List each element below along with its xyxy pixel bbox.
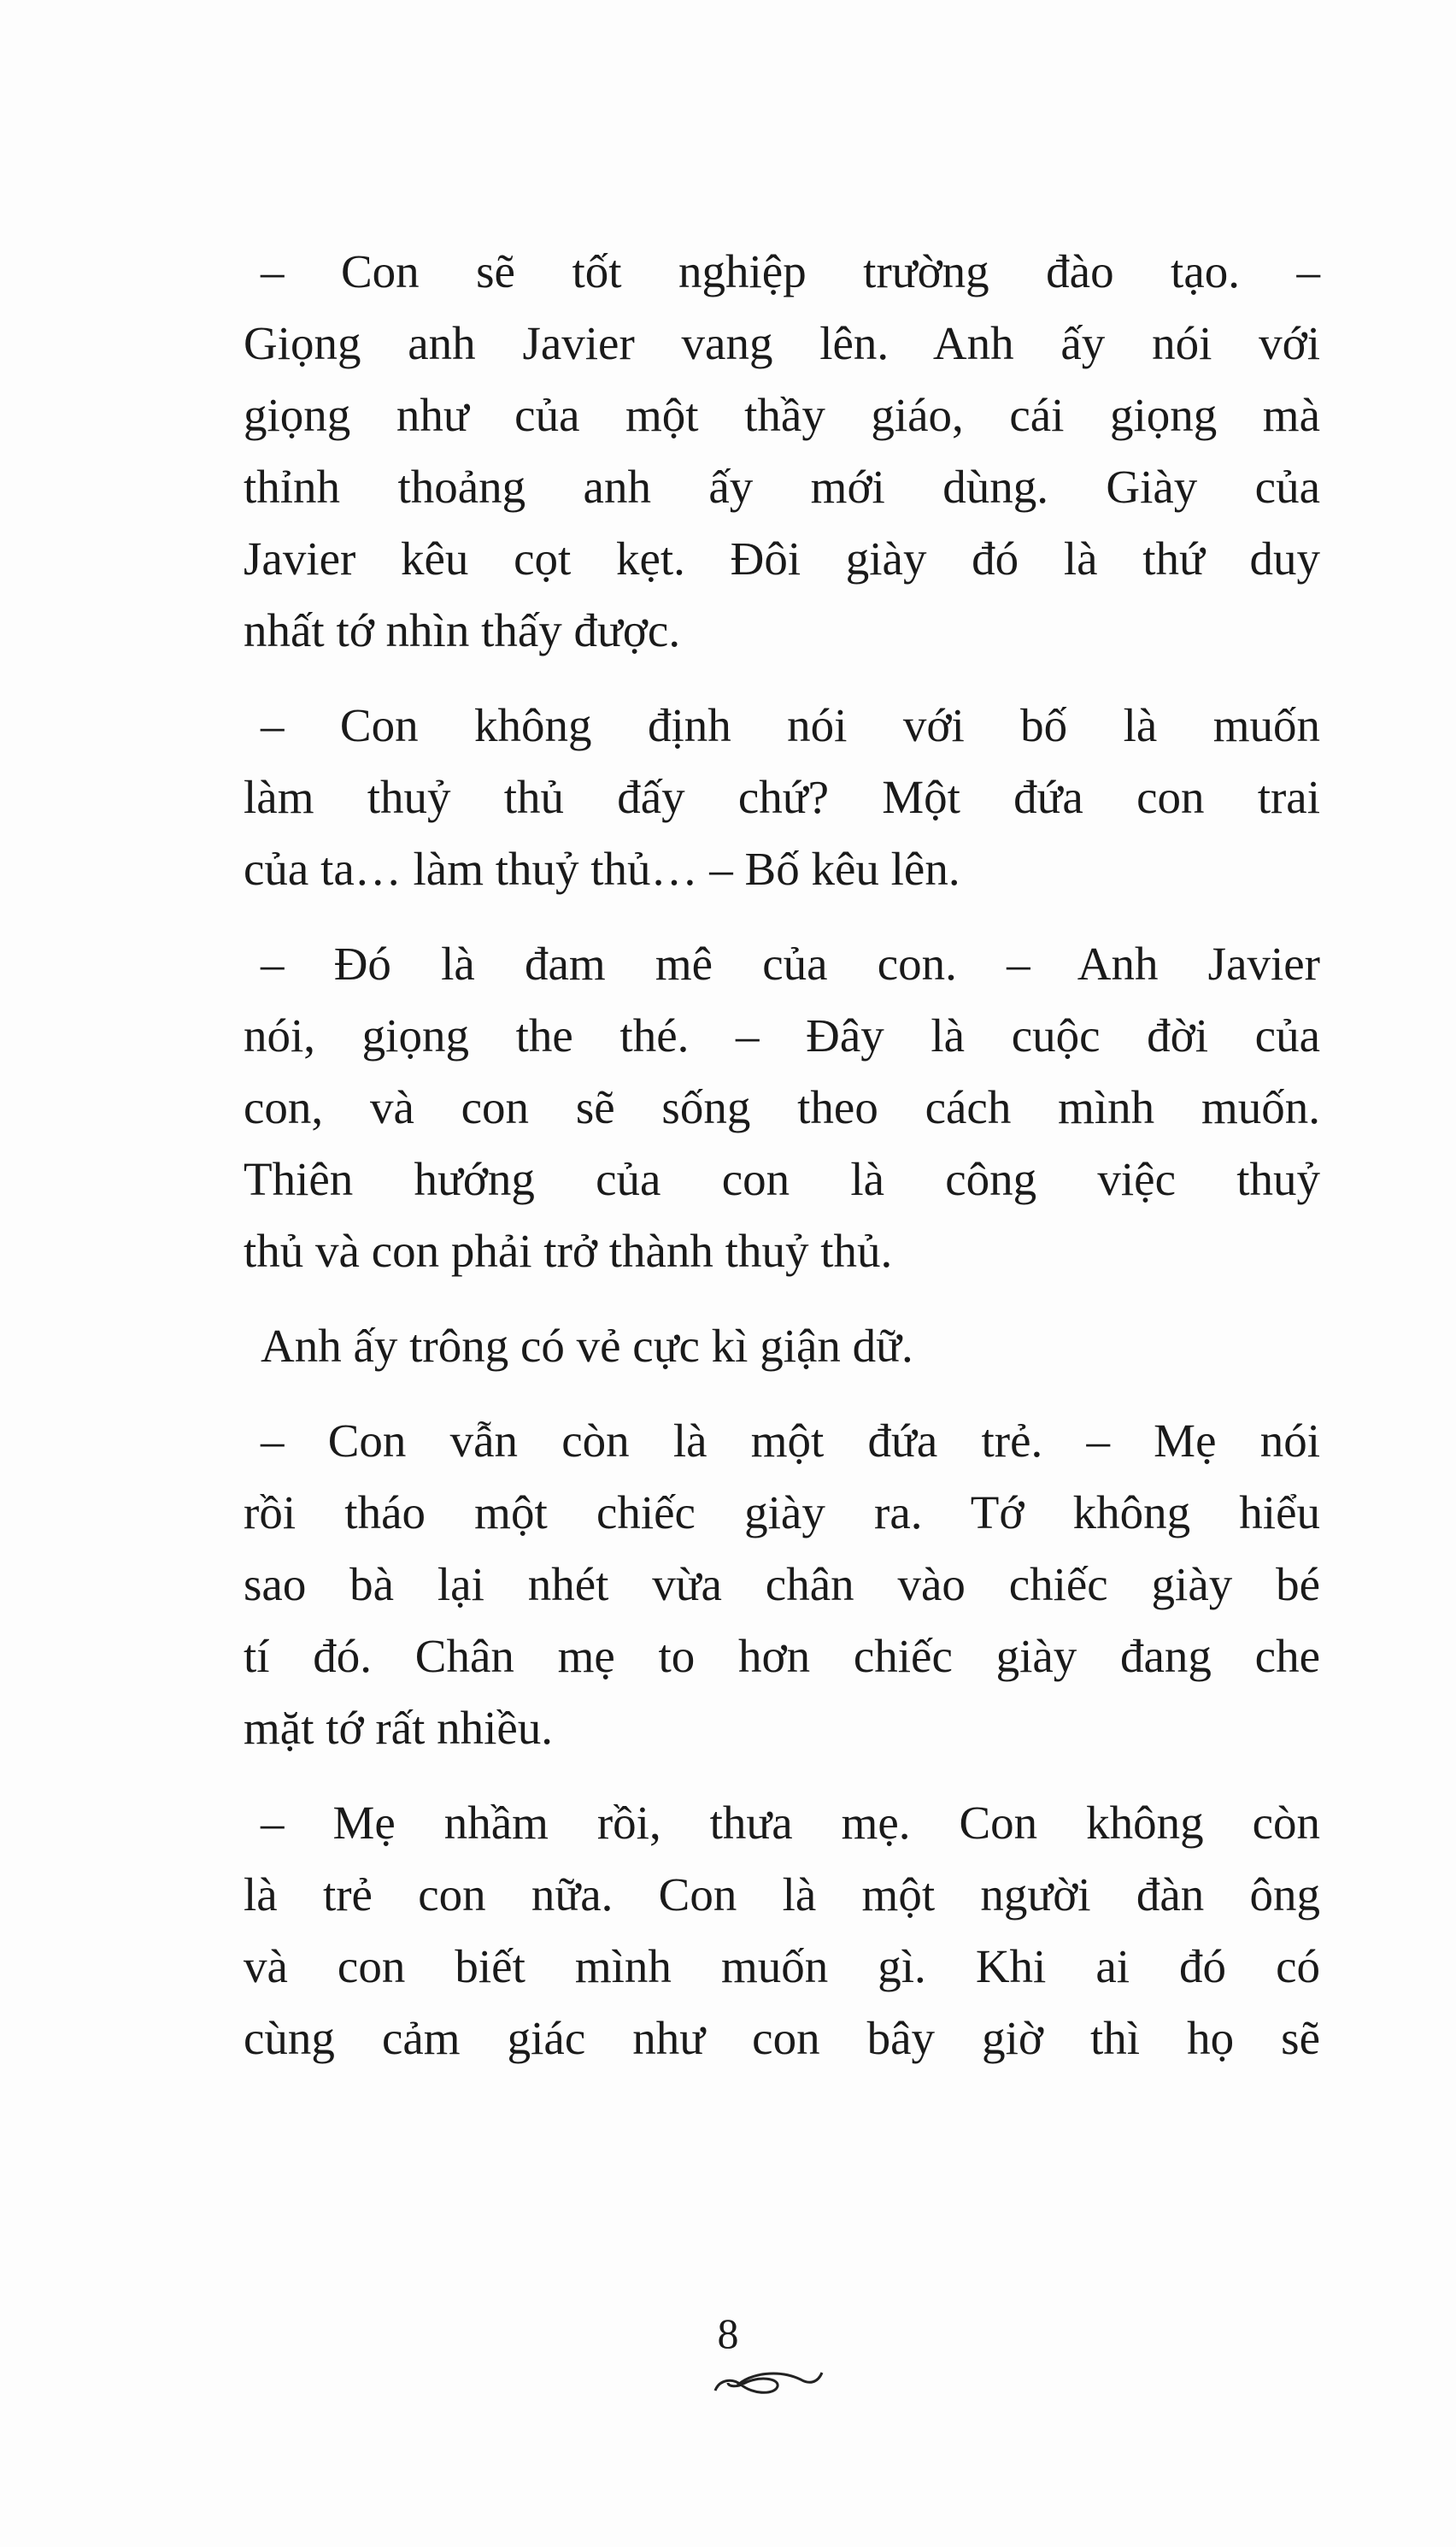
- page-number: 8: [717, 2309, 739, 2357]
- text-line: là trẻ con nữa. Con là một người đàn ông: [244, 1868, 1320, 1921]
- paragraph: [244, 236, 1320, 667]
- text-line: rồi tháo một chiếc giày ra. Tớ không hiểu: [244, 1486, 1320, 1538]
- text-line: – Con vẫn còn là một đứa trẻ. – Mẹ nói: [261, 1415, 1320, 1467]
- text-line: của ta… làm thuỷ thủ… – Bố kêu lên.: [244, 843, 960, 895]
- paragraph: [244, 1310, 1320, 1382]
- text-line: mặt tớ rất nhiều.: [244, 1702, 554, 1754]
- text-line: giọng như của một thầy giáo, cái giọng mà: [244, 389, 1320, 441]
- paragraph: [244, 928, 1320, 1287]
- text-line: tí đó. Chân mẹ to hơn chiếc giày đang che: [244, 1630, 1320, 1682]
- text-line: Thiên hướng của con là công việc thuỷ: [244, 1153, 1320, 1205]
- text-line: Giọng anh Javier vang lên. Anh ấy nói với: [244, 317, 1320, 369]
- text-line: làm thuỷ thủ đấy chứ? Một đứa con trai: [244, 771, 1320, 823]
- ornament-flourish-icon: [711, 2361, 839, 2395]
- text-line: nói, giọng the thé. – Đây là cuộc đời của: [244, 1009, 1320, 1062]
- text-line: – Đó là đam mê của con. – Anh Javier: [261, 938, 1320, 990]
- text-line: – Mẹ nhầm rồi, thưa mẹ. Con không còn: [261, 1797, 1320, 1849]
- text-line: – Con sẽ tốt nghiệp trường đào tạo. –: [261, 245, 1320, 297]
- text-line: và con biết mình muốn gì. Khi ai đó có: [244, 1940, 1320, 1992]
- paragraph: [244, 1787, 1320, 2074]
- text-line: con, và con sẽ sống theo cách mình muốn.: [244, 1081, 1320, 1133]
- text-line: nhất tớ nhìn thấy được.: [244, 604, 681, 656]
- text-line: sao bà lại nhét vừa chân vào chiếc giày bé: [244, 1558, 1320, 1610]
- paragraph: [244, 1405, 1320, 1764]
- text-line: thỉnh thoảng anh ấy mới dùng. Giày của: [244, 461, 1320, 513]
- text-line: – Con không định nói với bố là muốn: [261, 699, 1320, 751]
- page-body-text: [244, 236, 1320, 2097]
- text-line: Javier kêu cọt kẹt. Đôi giày đó là thứ duy: [244, 532, 1320, 585]
- paragraph: [244, 690, 1320, 905]
- text-line: thủ và con phải trở thành thuỷ thủ.: [244, 1225, 893, 1277]
- text-line: cùng cảm giác như con bây giờ thì họ sẽ: [244, 2012, 1320, 2064]
- text-line: Anh ấy trông có vẻ cực kì giận dữ.: [261, 1320, 913, 1372]
